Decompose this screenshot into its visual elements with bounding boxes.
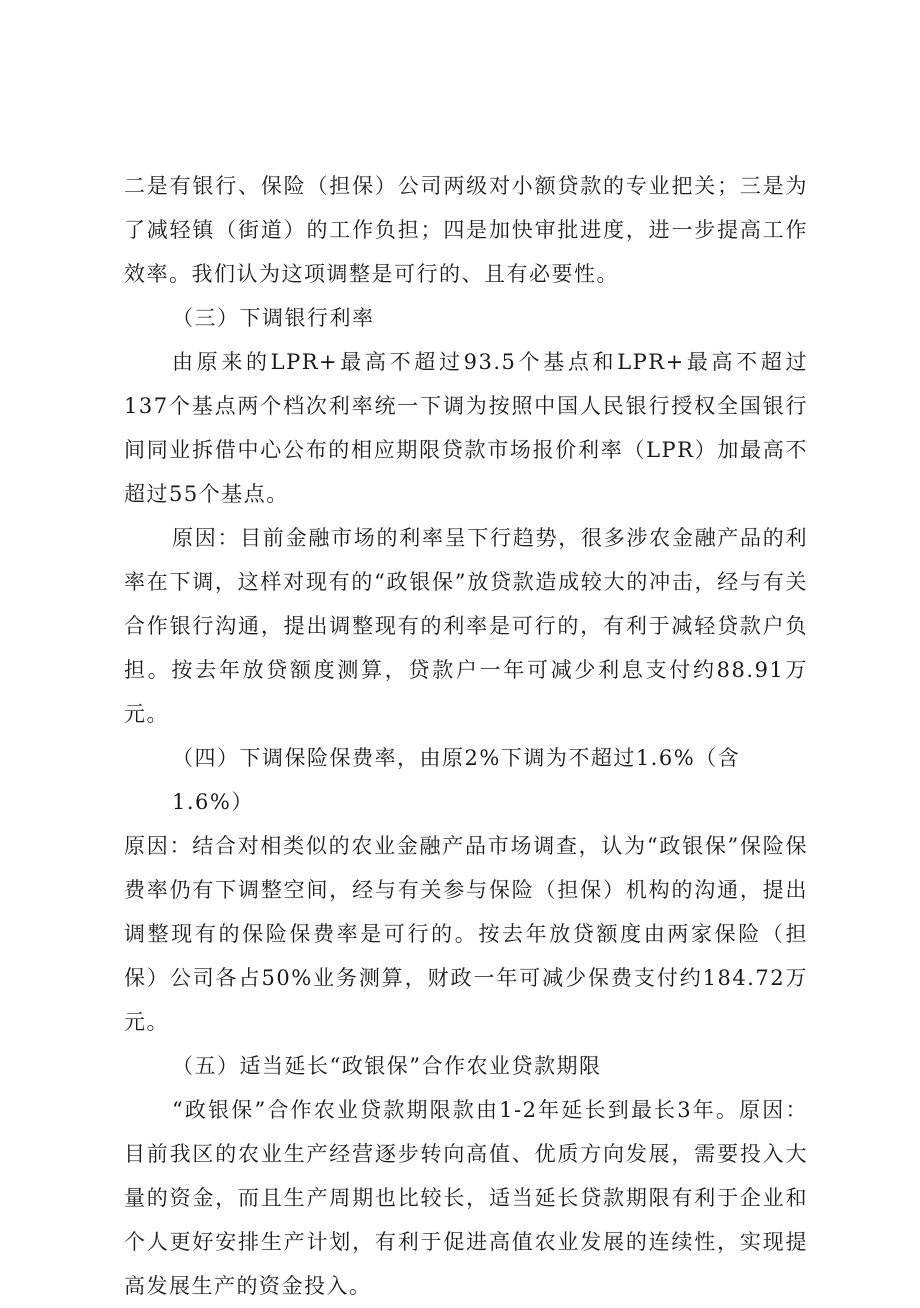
section-heading-extend-loan-term: （五）适当延长“政银保”合作农业贷款期限 <box>172 1054 602 1078</box>
paragraph-rate-reason: 原因：目前金融市场的利率呈下行趋势，很多涉农金融产品的利率在下调，这样对现有的“政银保”放贷款造成较大的冲击，经与有关合作银行沟通，提出调整现有的利率是可行的，有利于减轻贷款户负担。按去年放贷额度测算，贷款户一年可减少利息支付约88.91万元。 <box>124 526 808 726</box>
paragraph-lpr-adjustment: 由原来的LPR+最高不超过93.5个基点和LPR+最高不超过137个基点两个档次利率统一下调为按照中国人民银行授权全国银行间同业拆借中心公布的相应期限贷款市场报价利率（LPR）加最高不超过55个基点。 <box>124 350 808 506</box>
section-heading-lower-insurance-rate: （四）下调保险保费率，由原2%下调为不超过1.6%（含1.6%） <box>172 746 741 814</box>
section-heading-lower-bank-rate: （三）下调银行利率 <box>172 306 375 330</box>
paragraph-insurance-reason: 原因：结合对相类似的农业金融产品市场调查，认为“政银保”保险保费率仍有下调整空间，经与有关参与保险（担保）机构的沟通，提出调整现有的保险保费率是可行的。按去年放贷额度由两家保险（担保）公司各占50%业务测算，财政一年可减少保费支付约184.72万元。 <box>124 834 808 1034</box>
document-body <box>124 164 808 1308</box>
paragraph-continued-reasons: 二是有银行、保险（担保）公司两级对小额贷款的专业把关；三是为了减轻镇（街道）的工作负担；四是加快审批进度，进一步提高工作效率。我们认为这项调整是可行的、且有必要性。 <box>124 174 808 286</box>
paragraph-loan-term-reason: “政银保”合作农业贷款期限款由1-2年延长到最长3年。原因：目前我区的农业生产经营逐步转向高值、优质方向发展，需要投入大量的资金，而且生产周期也比较长，适当延长贷款期限有利于企业和个人更好安排生产计划，有利于促进高值农业发展的连续性，实现提高发展生产的资金投入。 <box>124 1098 808 1298</box>
